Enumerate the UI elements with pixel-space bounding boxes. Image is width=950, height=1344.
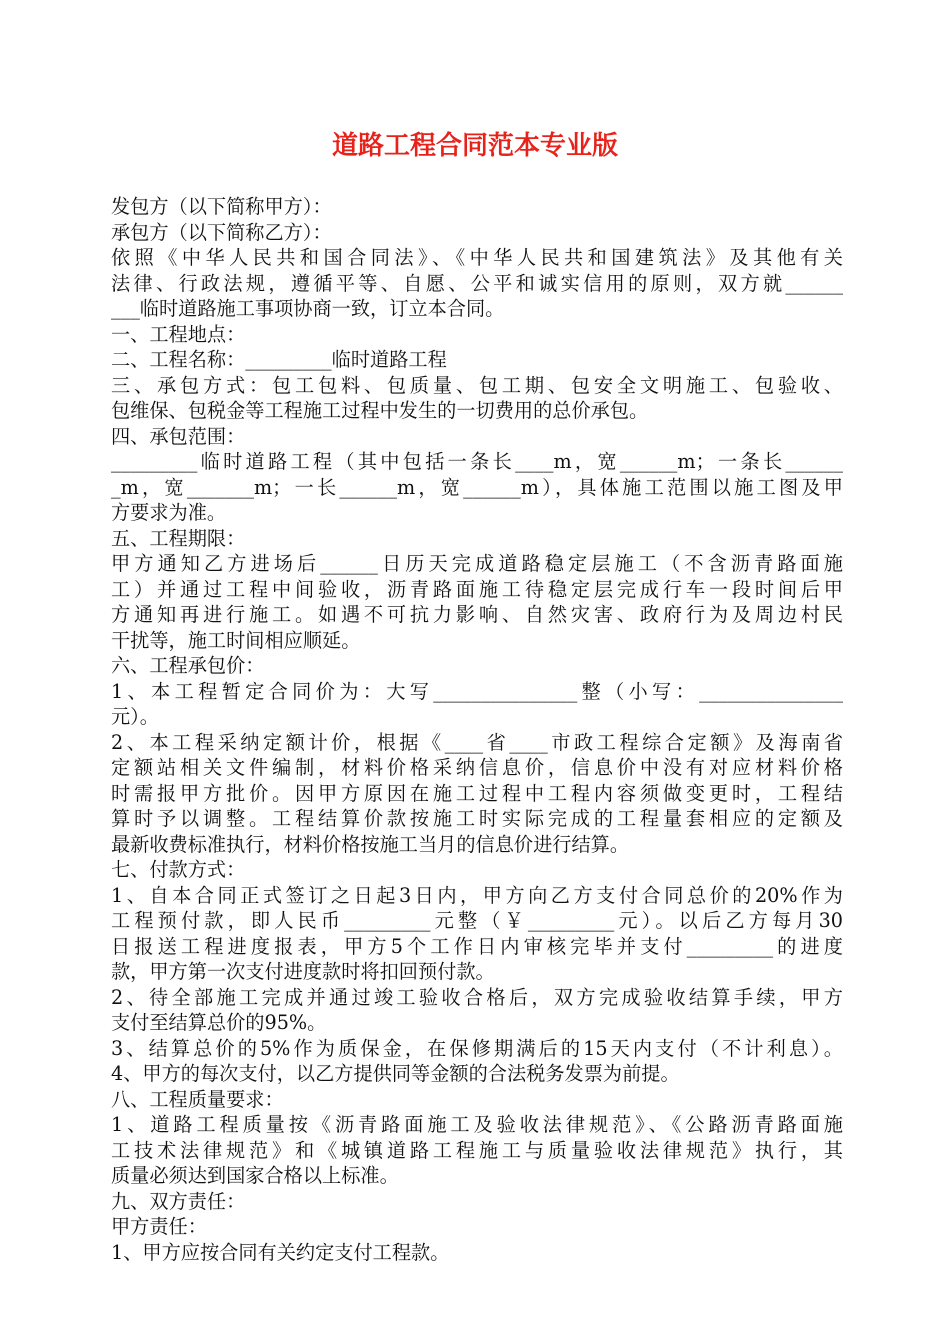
contract-line: 一、工程地点： — [111, 322, 246, 346]
contract-line: 最新收费标准执行，材料价格按施工当月的信息价进行结算。 — [111, 832, 630, 856]
contract-line: 2、本工程采纳定额计价，根据《____省____市政工程综合定额》及海南省 — [111, 730, 843, 754]
contract-line: _m，宽_______m；一长______m，宽______m），具体施工范围以施工图及甲 — [111, 475, 843, 499]
contract-line: 支付至结算总价的95%。 — [111, 1011, 327, 1034]
contract-line: 1、甲方应按合同有关约定支付工程款。 — [111, 1240, 450, 1264]
contract-line: 1、道路工程质量按《沥青路面施工及验收法律规范》、《公路沥青路面施 — [111, 1113, 843, 1136]
contract-line: 质量必须达到国家合格以上标准。 — [111, 1164, 399, 1187]
contract-line: 三、承包方式：包工包料、包质量、包工期、包安全文明施工、包验收、 — [111, 373, 843, 397]
contract-body — [111, 194, 843, 1265]
contract-line: 1、自本合同正式签订之日起3日内，甲方向乙方支付合同总价的20%作为 — [111, 883, 843, 907]
contract-line: 甲方责任： — [111, 1215, 207, 1238]
contract-line: 五、工程期限： — [111, 526, 246, 550]
contract-line: 甲方通知乙方进场后______日历天完成道路稳定层施工（不含沥青路面施 — [111, 552, 843, 575]
contract-line: 款，甲方第一次支付进度款时将扣回预付款。 — [111, 960, 495, 983]
contract-line: 发包方（以下简称甲方）： — [111, 195, 332, 218]
contract-line: 法律、行政法规，遵循平等、自愿、公平和诚实信用的原则，双方就______ — [111, 271, 843, 295]
contract-line: 工技术法律规范》和《城镇道路工程施工与质量验收法律规范》执行，其 — [111, 1138, 843, 1162]
contract-line: 4、甲方的每次支付，以乙方提供同等金额的合法税务发票为前提。 — [111, 1062, 680, 1085]
contract-line: 四、承包范围： — [111, 424, 246, 448]
contract-line: 2、待全部施工完成并通过竣工验收合格后，双方完成验收结算手续，甲方 — [111, 985, 843, 1009]
contract-line: 工程预付款，即人民币_________元整（￥_________元）。以后乙方每月30 — [111, 909, 843, 932]
contract-line: 日报送工程进度报表，甲方5个工作日内审核完毕并支付_________的进度 — [111, 934, 843, 958]
contract-line: 元）。 — [111, 705, 159, 728]
contract-line: 3、结算总价的5%作为质保金，在保修期满后的15天内支付（不计利息）。 — [111, 1036, 843, 1060]
contract-line: 方要求为准。 — [111, 501, 227, 524]
contract-line: 时需报甲方批价。因甲方原因在施工过程中工程内容须做变更时，工程结 — [111, 781, 843, 805]
contract-line: 1、本工程暂定合同价为：大写_______________整（小写：_______________ — [111, 679, 843, 703]
contract-line: 方通知再进行施工。如遇不可抗力影响、自然灾害、政府行为及周边村民 — [111, 603, 843, 626]
contract-line: 工）并通过工程中间验收，沥青路面施工待稳定层完成行车一段时间后甲 — [111, 577, 843, 601]
contract-line: 七、付款方式： — [111, 858, 246, 881]
contract-line: 干扰等，施工时间相应顺延。 — [111, 628, 361, 652]
document-title: 道路工程合同范本专业版 — [331, 131, 618, 161]
contract-line: 算时予以调整。工程结算价款按施工时实际完成的工程量套相应的定额及 — [111, 807, 843, 830]
contract-line: 六、工程承包价： — [111, 654, 265, 677]
contract-line: 依照《中华人民共和国合同法》、《中华人民共和国建筑法》及其他有关 — [111, 246, 843, 269]
contract-line: 定额站相关文件编制，材料价格采纳信息价，信息价中没有对应材料价格 — [111, 756, 843, 779]
contract-line: 八、工程质量要求： — [111, 1087, 284, 1111]
contract-line: _________临时道路工程（其中包括一条长____m，宽______m；一条长______ — [111, 450, 843, 473]
contract-line: 包维保、包税金等工程施工过程中发生的一切费用的总价承包。 — [111, 399, 649, 422]
contract-line: 承包方（以下简称乙方）： — [111, 220, 332, 244]
contract-line: 二、工程名称：_________临时道路工程 — [111, 348, 447, 371]
contract-line: 九、双方责任： — [111, 1189, 246, 1213]
contract-line: ___临时道路施工事项协商一致，订立本合同。 — [111, 297, 505, 320]
